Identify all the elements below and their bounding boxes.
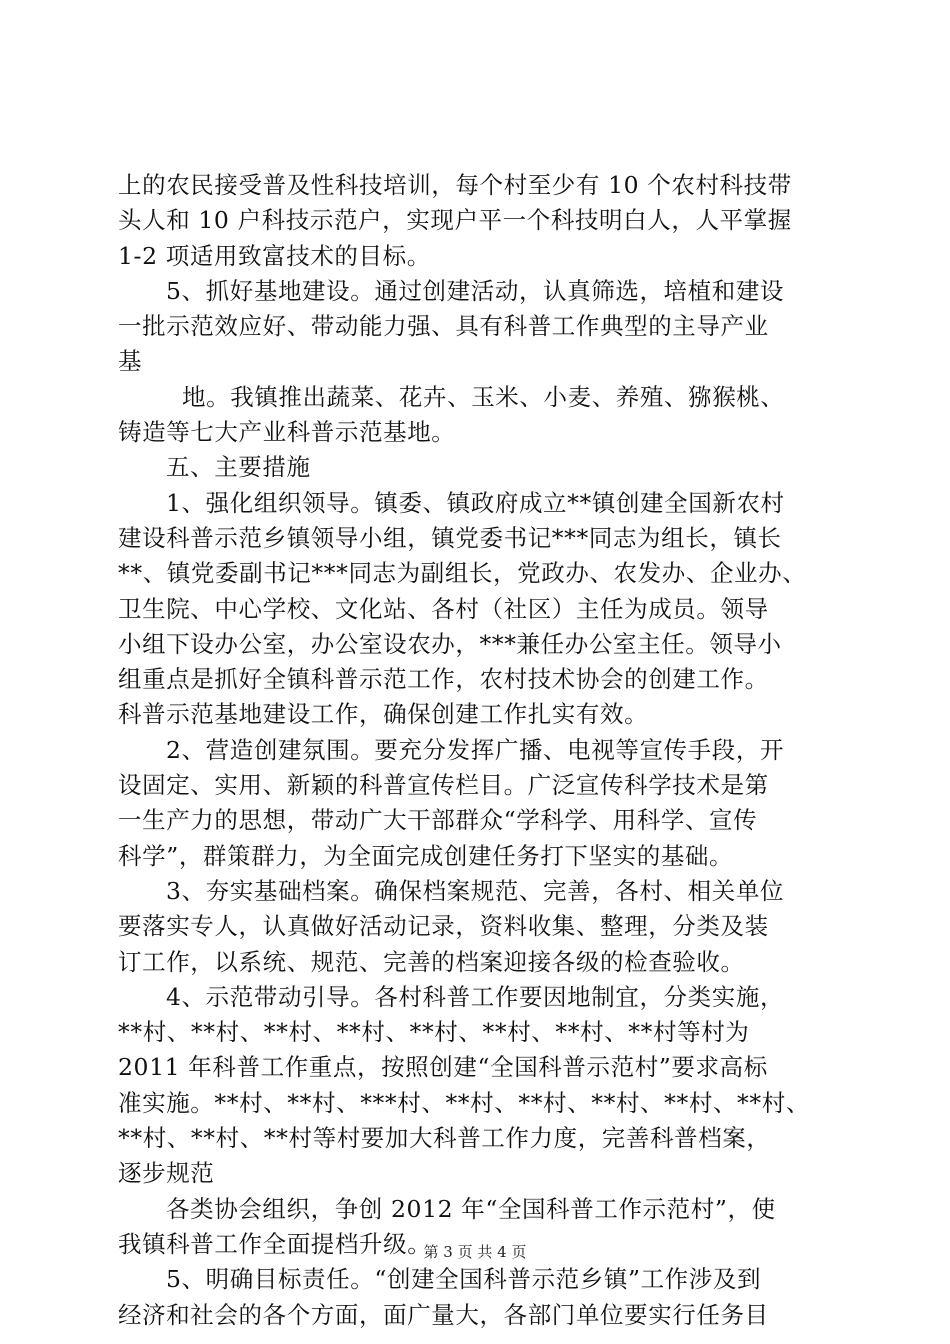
text-line: 准实施。**村、**村、***村、**村、**村、**村、**村、**村、 xyxy=(118,1088,810,1117)
text-line: 3、夯实基础档案。确保档案规范、完善，各村、相关单位 xyxy=(166,876,785,905)
text-line: 科学”，群策群力，为全面完成创建任务打下坚实的基础。 xyxy=(118,841,734,870)
text-line: 组重点是抓好全镇科普示范工作，农村技术协会的创建工作。 xyxy=(118,665,769,694)
text-line: 设固定、实用、新颖的科普宣传栏目。广泛宣传科学技术是第 xyxy=(118,771,769,800)
text-line: **、镇党委副书记***同志为副组长，党政办、农发办、企业办、 xyxy=(118,559,807,588)
page-footer: 第 3 页 共 4 页 xyxy=(423,1243,527,1261)
text-line: 1、强化组织领导。镇委、镇政府成立**镇创建全国新农村 xyxy=(166,488,785,517)
text-line: **村、**村、**村等村要加大科普工作力度，完善科普档案， xyxy=(118,1124,771,1153)
text-line: 要落实专人，认真做好活动记录，资料收集、整理，分类及装 xyxy=(118,912,769,941)
text-line: 我镇科普工作全面提档升级。 xyxy=(118,1229,432,1258)
text-line: 科普示范基地建设工作，确保创建工作扎实有效。 xyxy=(118,700,649,729)
text-line: 5、明确目标责任。“创建全国科普示范乡镇”工作涉及到 xyxy=(166,1265,762,1294)
text-line: 一批示范效应好、带动能力强、具有科普工作典型的主导产业 xyxy=(118,312,769,341)
text-line: 订工作，以系统、规范、完善的档案迎接各级的检查验收。 xyxy=(118,947,745,976)
text-line: 逐步规范 xyxy=(118,1159,215,1188)
text-line: 上的农民接受普及性科技培训，每个村至少有 10 个农村科技带 xyxy=(118,171,792,199)
text-line: 4、示范带动引导。各村科普工作要因地制宜，分类实施， xyxy=(166,982,785,1011)
document-body xyxy=(118,168,838,1333)
text-line: 五、主要措施 xyxy=(166,453,311,482)
text-line: 地。我镇推出蔬菜、花卉、玉米、小麦、养殖、猕猴桃、 xyxy=(182,382,785,411)
text-line: 5、抓好基地建设。通过创建活动，认真筛选，培植和建设 xyxy=(166,276,785,305)
text-line: 卫生院、中心学校、文化站、各村（社区）主任为成员。领导 xyxy=(118,594,769,623)
text-line: 基 xyxy=(118,347,143,376)
text-line: 2、营造创建氛围。要充分发挥广播、电视等宣传手段，开 xyxy=(166,735,785,764)
text-line: 经济和社会的各个方面，面广量大，各部门单位要实行任务目 xyxy=(118,1300,769,1329)
text-line: 各类协会组织，争创 2012 年“全国科普工作示范村”，使 xyxy=(166,1194,776,1223)
text-line: 1-2 项适用致富技术的目标。 xyxy=(118,241,431,270)
text-line: 铸造等七大产业科普示范基地。 xyxy=(118,418,456,447)
text-line: 建设科普示范乡镇领导小组，镇党委书记***同志为组长，镇长 xyxy=(118,523,782,552)
text-line: 小组下设办公室，办公室设农办，***兼任办公室主任。领导小 xyxy=(118,629,782,658)
text-line: **村、**村、**村、**村、**村、**村、**村、**村等村为 xyxy=(118,1018,750,1047)
text-line: 2011 年科普工作重点，按照创建“全国科普示范村”要求高标 xyxy=(118,1053,768,1082)
text-line: 一生产力的思想，带动广大干部群众“学科学、用科学、宣传 xyxy=(118,806,758,835)
text-line: 头人和 10 户科技示范户，实现户平一个科技明白人，人平掌握 xyxy=(118,206,792,235)
